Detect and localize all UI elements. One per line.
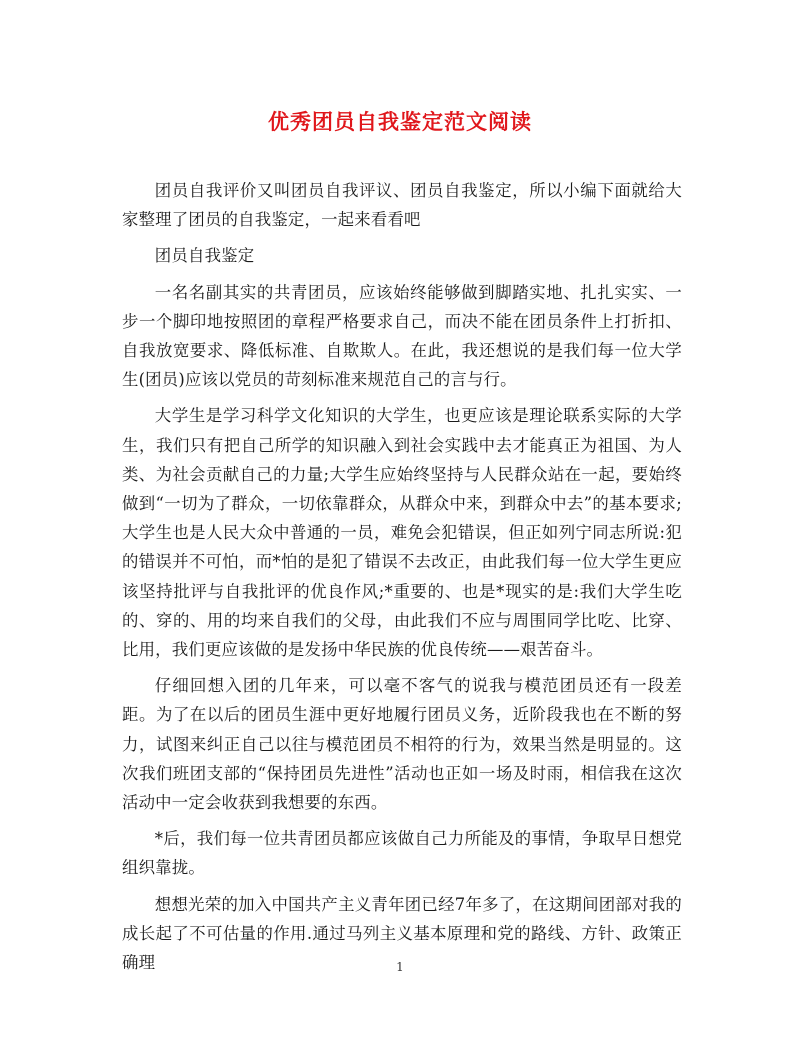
paragraph-1: 一名名副其实的共青团员，应该始终能够做到脚踏实地、扎扎实实、一步一个脚印地按照团的章程严格要求自己，而决不能在团员条件上打折扣、自我放宽要求、降低标准、自欺欺人。在此，我还想说的是我们每一位大学生(团员)应该以党员的苛刻标准来规范自己的言与行。: [122, 282, 682, 390]
paragraph-heading: 团员自我鉴定: [154, 246, 255, 266]
paragraph-3: 仔细回想入团的几年来，可以毫不客气的说我与模范团员还有一段差距。为了在以后的团员生涯中更好地履行团员义务，近阶段我也在不断的努力，试图来纠正自己以往与模范团员不相符的行为，效果当然是明显的。这次我们班团支部的“保持团员先进性”活动也正如一场及时雨，相信我在这次活动中一定会收获到我想要的东西。: [122, 676, 682, 813]
paragraph-4: *后，我们每一位共青团员都应该做自己力所能及的事情，争取早日想党组织靠拢。: [122, 829, 682, 878]
paragraph-intro: 团员自我评价又叫团员自我评议、团员自我鉴定，所以小编下面就给大家整理了团员的自我鉴定，一起来看看吧: [122, 181, 682, 230]
page-number: 1: [396, 960, 404, 974]
document-title: 优秀团员自我鉴定范文阅读: [268, 109, 532, 134]
paragraph-2: 大学生是学习科学文化知识的大学生，也更应该是理论联系实际的大学生，我们只有把自己所学的知识融入到社会实践中去才能真正为祖国、为人类、为社会贡献自己的力量;大学生应始终坚持与人民群众站在一起，要始终做到“一切为了群众，一切依靠群众，从群众中来，到群众中去”的基本要求;大学生也是人民大众中普通的一员，难免会犯错误，但正如列宁同志所说:犯的错误并不可怕，而*怕的是犯了错误不去改正，由此我们每一位大学生更应该坚持批评与自我批评的优良作风;*重要的、也是*现实的是:我们大学生吃的、穿的、用的均来自我们的父母，由此我们不应与周围同学比吃、比穿、比用，我们更应该做的是发扬中华民族的优良传统——艰苦奋斗。: [122, 406, 682, 660]
document-body: [122, 176, 682, 984]
paragraph-5: 想想光荣的加入中国共产主义青年团已经7年多了，在这期间团部对我的成长起了不可估量的作用.通过马列主义基本原理和党的路线、方针、政策正确理: [122, 894, 682, 973]
